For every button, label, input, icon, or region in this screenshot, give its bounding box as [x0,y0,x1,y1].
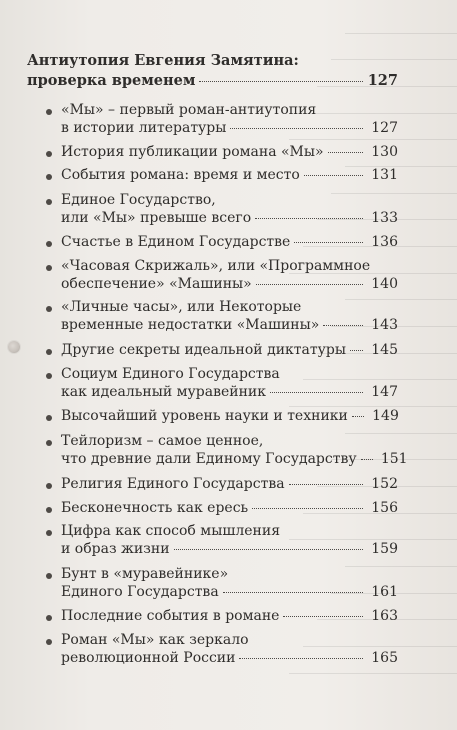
dot-leader [283,616,363,617]
dot-leader [270,392,363,393]
toc-entry [61,143,398,161]
dot-leader [239,658,363,659]
page-number: 127 [371,120,398,136]
entry-line-1: Последние события в романе [61,608,280,624]
toc-entry [61,191,398,227]
bullet-icon [46,507,52,513]
dot-leader [350,350,363,351]
bullet-icon [46,349,52,355]
bullet-icon [46,265,52,271]
dot-leader [352,416,364,417]
entry-line-2: или «Мы» превыше всего [61,210,252,226]
entry-line-2: Единого Государства [61,584,219,600]
dot-leader [230,128,363,129]
bullet-icon [46,109,52,115]
toc-entry [61,407,398,425]
page-number: 165 [371,650,398,666]
entry-line-1: Цифра как способ мышления [61,523,281,539]
page-number: 159 [371,541,398,557]
entry-line-2: революционной России [61,650,236,666]
page-number: 147 [371,384,398,400]
toc-entry [61,565,398,601]
dot-leader [289,484,363,485]
page-number: 156 [371,500,398,516]
bullet-icon [46,241,52,247]
entry-line-1: Социум Единого Государства [61,366,280,382]
entry-line-2: в истории литературы [61,120,227,136]
entry-line-2: что древние дали Единому Государству [61,451,357,467]
entry-line-1: Религия Единого Государства [61,476,285,492]
dot-leader [255,218,363,219]
toc-entry [61,499,398,517]
toc-entry [61,166,398,184]
toc-entry [61,365,398,401]
toc-entry [61,298,398,334]
page-number: 163 [371,608,398,624]
page-number: 161 [371,584,398,600]
page-number: 151 [380,451,408,467]
bullet-icon [46,373,52,379]
entry-line-1: «Личные часы», или Некоторые [61,299,302,315]
bullet-icon [46,306,52,312]
bullet-icon [46,199,52,205]
bullet-icon [46,530,52,536]
bullet-icon [46,483,52,489]
entry-line-2: временные недостатки «Машины» [61,317,320,333]
dot-leader [223,592,363,593]
bullet-icon [46,415,52,421]
toc-entry [61,341,398,359]
dot-leader [328,152,363,153]
chapter-heading [27,51,398,91]
bullet-icon [46,639,52,645]
bullet-icon [46,151,52,157]
dot-leader [199,81,363,82]
toc-entry [61,607,398,625]
page-number: 149 [372,408,399,424]
entry-line-2: обеспечение» «Машины» [61,276,252,292]
page-number: 131 [371,167,398,183]
bullet-icon [46,615,52,621]
page-number: 136 [371,234,398,250]
entry-line-1: История публикации романа «Мы» [61,144,324,160]
toc-entry [61,522,398,558]
toc-entry [61,233,398,251]
page-number: 133 [371,210,398,226]
entry-line-1: Бунт в «муравейнике» [61,566,229,582]
entry-line-1: Высочайший уровень науки и техники [61,408,348,424]
entry-line-1: Единое Государство, [61,192,216,208]
dot-leader [304,175,363,176]
dot-leader [174,549,363,550]
page-number: 152 [371,476,398,492]
page-number: 143 [371,317,398,333]
entry-line-2: и образ жизни [61,541,170,557]
entry-line-1: «Мы» – первый роман-антиутопия [61,102,317,118]
toc-entry [61,631,398,667]
entry-line-1: Другие секреты идеальной диктатуры [61,342,346,358]
entry-line-1: Бесконечность как ересь [61,500,249,516]
dot-leader [252,508,363,509]
chapter-heading-line-2: проверка временем [27,72,196,89]
dot-leader [256,284,363,285]
entry-line-1: События романа: время и место [61,167,300,183]
entry-line-1: Роман «Мы» как зеркало [61,632,249,648]
bullet-icon [46,573,52,579]
page-number: 145 [371,342,398,358]
bullet-icon [46,440,52,446]
entry-line-1: Тейлоризм – самое ценное, [61,433,264,449]
toc-entry [61,101,398,137]
dot-leader [323,325,363,326]
bullet-icon [46,174,52,180]
chapter-heading-line-1: Антиутопия Евгения Замятина: [27,52,299,69]
page-number: 127 [367,72,398,89]
page-number: 140 [371,276,398,292]
entry-line-2: как идеальный муравейник [61,384,266,400]
entry-line-1: «Часовая Скрижаль», или «Программное [61,258,371,274]
dot-leader [294,242,363,243]
toc-entry [61,475,398,493]
dot-leader [361,459,373,460]
toc-entry [61,257,398,293]
page-number: 130 [371,144,398,160]
toc-entry [61,432,408,468]
entry-line-1: Счастье в Едином Государстве [61,234,291,250]
